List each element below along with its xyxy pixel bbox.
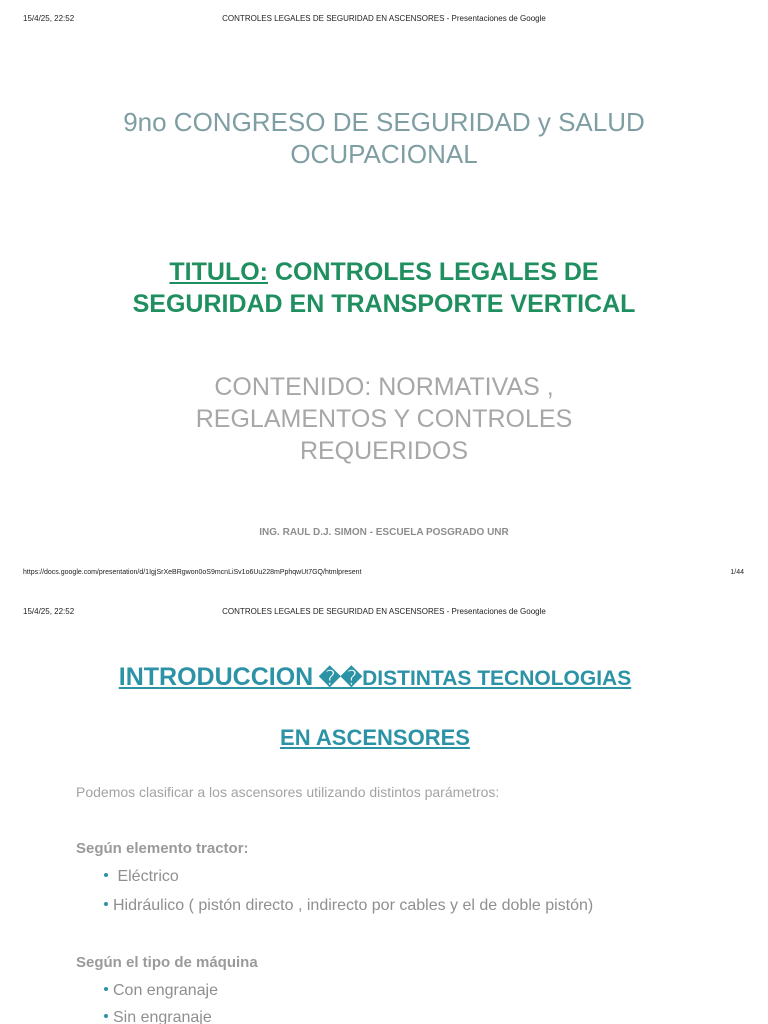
- intro-paragraph: Podemos clasificar a los ascensores utilizando distintos parámetros:: [76, 784, 500, 800]
- content-line3: REQUERIDOS: [299, 437, 469, 465]
- list-item: [104, 868, 179, 886]
- bullet-icon: [104, 1014, 108, 1018]
- intro-heading-part2: ��DISTINTAS TECNOLOGIAS: [313, 667, 632, 690]
- page-number: 1/44: [730, 569, 744, 576]
- print-url[interactable]: https://docs.google.com/presentation/d/1IgjSrXeBRgwon0oS9mcnLiSv1o6Uu228mPphqwUt7GQ/htmlpresent: [23, 569, 362, 576]
- bullet-icon: [104, 987, 108, 991]
- list-item-text: Eléctrico: [113, 868, 179, 885]
- list-item-text: Sin engranaje: [113, 1009, 212, 1024]
- bullet-icon: [104, 902, 108, 906]
- list-item: [104, 1009, 212, 1024]
- congress-title-line1: 9no CONGRESO DE SEGURIDAD y SALUD: [123, 107, 645, 137]
- print-doc-title: CONTROLES LEGALES DE SEGURIDAD EN ASCENSORES - Presentaciones de Google: [222, 607, 546, 616]
- print-date: 15/4/25, 22:52: [23, 607, 75, 616]
- section-title-tractor: Según elemento tractor:: [76, 840, 249, 857]
- content-line1: CONTENIDO: NORMATIVAS ,: [214, 373, 554, 401]
- congress-title-line2: OCUPACIONAL: [290, 139, 478, 169]
- slide-title-line1: [64, 256, 704, 288]
- print-header-page2: [0, 607, 768, 621]
- list-item-text: Con engranaje: [113, 982, 218, 999]
- content-line2: REGLAMENTOS Y CONTROLES: [195, 405, 573, 433]
- title-label: TITULO:: [169, 258, 268, 286]
- intro-heading-part1: INTRODUCCION: [118, 663, 314, 691]
- intro-heading-line2: [0, 722, 759, 754]
- intro-heading: [0, 660, 759, 696]
- title-line1-rest: CONTROLES LEGALES DE: [268, 258, 599, 286]
- print-doc-title: CONTROLES LEGALES DE SEGURIDAD EN ASCENSORES - Presentaciones de Google: [222, 14, 546, 23]
- print-footer: [0, 569, 768, 581]
- list-item: [104, 897, 593, 915]
- list-item-text: Hidráulico ( pistón directo , indirecto por cables y el de doble pistón): [113, 897, 594, 914]
- author-credit: ING. RAUL D.J. SIMON - ESCUELA POSGRADO UNR: [259, 527, 509, 538]
- list-item: [104, 982, 218, 1000]
- intro-heading-line2-text: EN ASCENSORES: [280, 725, 470, 750]
- section-title-machine: Según el tipo de máquina: [76, 954, 258, 971]
- content-subtitle: [104, 371, 664, 467]
- slide-title-line2: SEGURIDAD EN TRANSPORTE VERTICAL: [132, 290, 636, 318]
- congress-title: [84, 106, 684, 170]
- print-date: 15/4/25, 22:52: [23, 14, 75, 23]
- bullet-icon: [104, 873, 108, 877]
- print-header: [0, 14, 768, 28]
- slide-title: [64, 256, 704, 320]
